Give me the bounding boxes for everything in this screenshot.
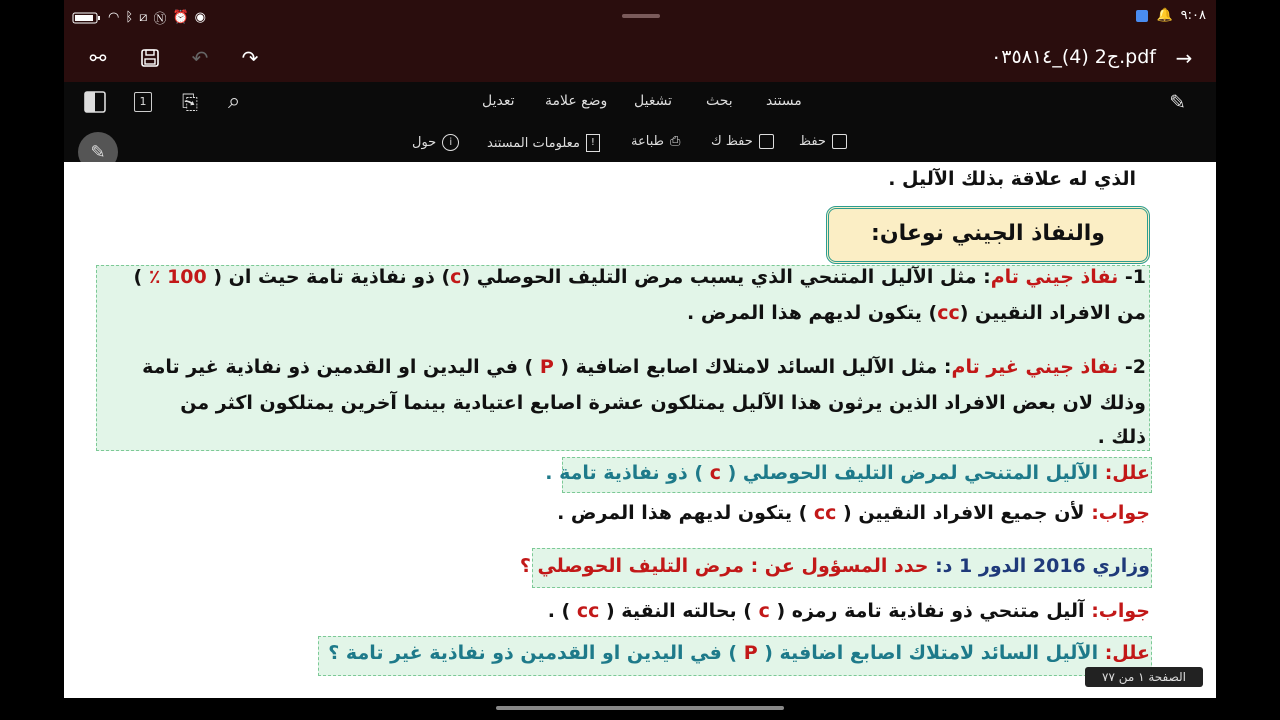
drag-handle[interactable] — [622, 14, 660, 18]
back-arrow-icon[interactable]: → — [1175, 46, 1193, 70]
pdf-page[interactable] — [64, 162, 1216, 698]
bookmark-icon[interactable]: ⎘ — [182, 90, 198, 114]
question-1: علل: الآليل المتنحي لمرض التليف الحوصلي ( c ) ذو نفاذية تامة . — [545, 462, 1150, 484]
para2-line3: ذلك . — [1097, 426, 1146, 448]
edit-fab-pencil-icon[interactable]: ✎ — [78, 132, 118, 172]
save-icon[interactable] — [138, 46, 162, 70]
bluetooth-icon: ᛒ — [125, 10, 134, 25]
save-small-icon — [832, 134, 847, 149]
clock-text: ٩:٠٨ — [1180, 8, 1206, 23]
menu-bookmark[interactable]: وضع علامة — [545, 93, 608, 109]
home-indicator[interactable] — [496, 706, 784, 710]
status-icons — [72, 8, 206, 27]
para1-line2: من الافراد النقيين (cc) يتكون لديهم هذا المرض . — [687, 302, 1146, 324]
battery-icon — [72, 11, 102, 25]
nfc-icon: Ⓝ — [153, 12, 167, 27]
question-2: وزاري 2016 الدور 1 د: حدد المسؤول عن : مرض التليف الحوصلي ؟ — [519, 555, 1150, 577]
search-icon[interactable]: ⌕ — [228, 89, 241, 114]
pen-icon[interactable]: ✎ — [1169, 90, 1186, 114]
save-button[interactable]: حفظ — [799, 134, 847, 149]
eye-icon: ◉ — [194, 10, 206, 25]
sub-toolbar — [64, 122, 1216, 162]
bell-icon: 🔔 — [1156, 8, 1173, 23]
save-as-icon — [759, 134, 774, 149]
undo-icon[interactable]: ↶ — [191, 46, 209, 70]
file-name: ج2 (4)_٠٣٥٨١٤.pdf — [991, 46, 1156, 68]
notification-app-icon — [1136, 10, 1148, 22]
reading-mode-icon[interactable] — [84, 91, 106, 117]
doc-info-icon: ! — [586, 134, 600, 152]
print-button[interactable]: طباعة ⎙ — [631, 134, 681, 149]
info-icon: i — [442, 134, 459, 151]
page-number-icon[interactable]: 1 — [134, 92, 152, 112]
answer-1: جواب: لأن جميع الافراد النقيين ( cc ) يتكون لديهم هذا المرض . — [557, 502, 1150, 524]
title-bar — [64, 34, 1216, 82]
doc-info-button[interactable]: معلومات المستند ! — [487, 134, 600, 152]
question-3: علل: الآليل السائد لامتلاك اصابع اضافية ( P ) في اليدين او القدمين ذو نفاذية غير تامة ؟ — [328, 642, 1150, 664]
wifi-icon: ◠ — [108, 10, 120, 25]
menu-document[interactable]: مستند — [766, 93, 802, 109]
para1-line1: 1- نفاذ جيني تام: مثل الآليل المتنحي الذي يسبب مرض التليف الحوصلي (c) ذو نفاذية تامة حيث ان ( 100 ٪ ) — [133, 266, 1146, 288]
para2-line2: وذلك لان بعض الافراد الذين يرثون هذا الآليل يمتلكون عشرة اصابع اعتيادية بينما آخرين يمتلكون اكثر من — [180, 392, 1146, 414]
page-indicator: الصفحة ١ من ٧٧ — [1085, 667, 1203, 687]
text-line: الذي له علاقة بذلك الآليل . — [888, 168, 1136, 190]
menu-bar — [64, 82, 1216, 122]
status-bar — [64, 0, 1216, 34]
status-right — [1136, 8, 1206, 23]
printer-icon: ⎙ — [669, 134, 681, 149]
alarm-icon: ⏰ — [172, 10, 189, 25]
share-icon[interactable]: ⚯ — [89, 46, 107, 70]
save-as-button[interactable]: حفظ ك — [711, 134, 774, 149]
banner-text: والنفاذ الجيني نوعان: — [871, 221, 1105, 246]
menu-edit[interactable]: تعديل — [482, 93, 515, 109]
answer-2: جواب: آليل متنحي ذو نفاذية تامة رمزه ( c ) بحالته النقية ( cc ) . — [547, 600, 1150, 622]
about-button[interactable]: حول i — [412, 134, 459, 151]
para2-line1: 2- نفاذ جيني غير تام: مثل الآليل السائد لامتلاك اصابع اضافية ( P ) في اليدين او القدمين ذو نفاذية غير تامة — [142, 356, 1146, 378]
section-banner — [826, 206, 1150, 264]
nosignal-icon: ⧄ — [139, 10, 148, 25]
redo-icon[interactable]: ↷ — [241, 46, 259, 70]
menu-play[interactable]: تشغيل — [634, 93, 672, 109]
menu-search[interactable]: بحث — [706, 93, 733, 109]
